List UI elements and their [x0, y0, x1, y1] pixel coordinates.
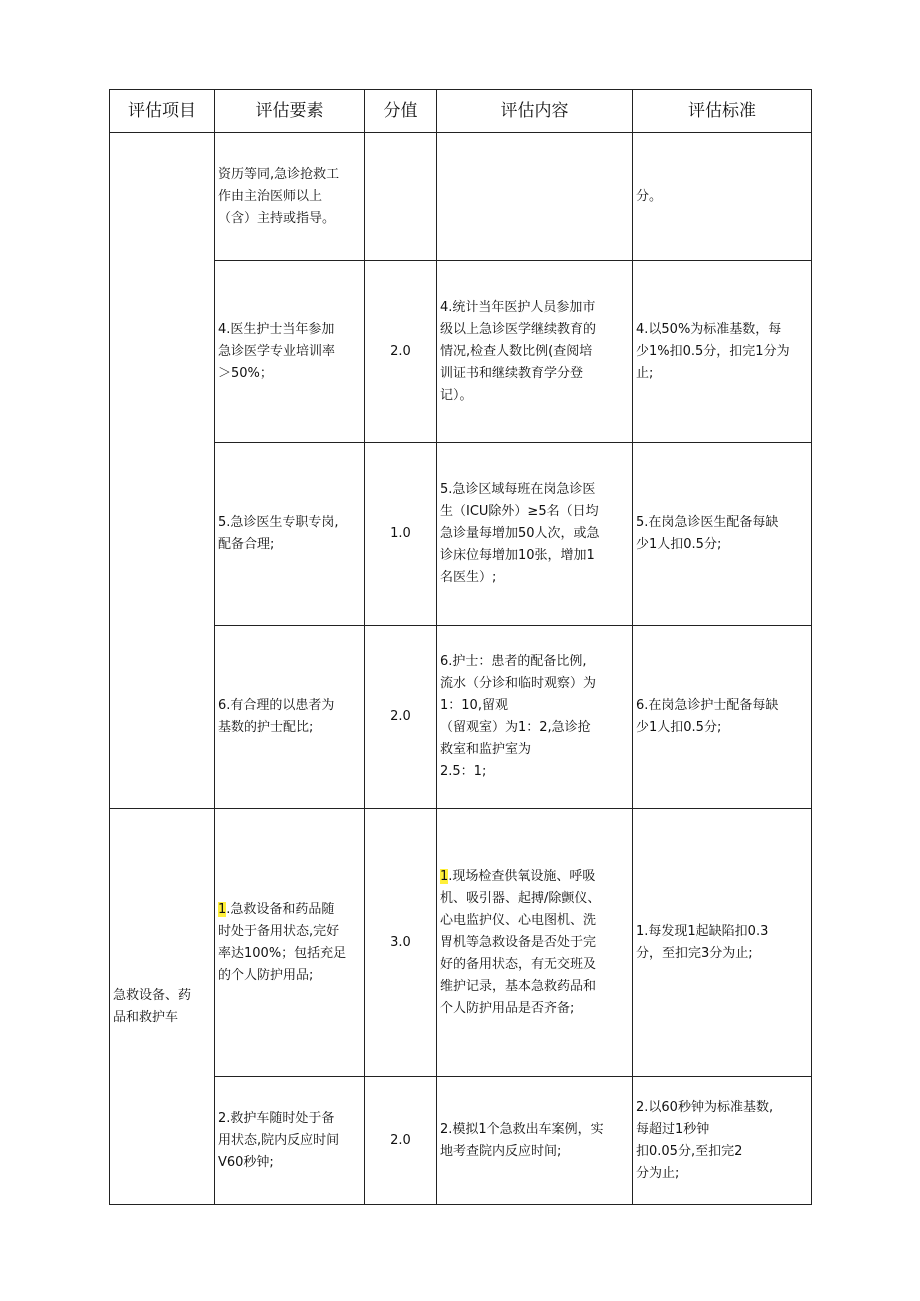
- header-element: 评估要素: [215, 90, 365, 133]
- table-row: [110, 626, 812, 809]
- score-cell: 2.0: [365, 626, 437, 809]
- table-row: [110, 1077, 812, 1205]
- header-item: 评估项目: [110, 90, 215, 133]
- table-row: [110, 133, 812, 261]
- content-cell: 6.护士：患者的配备比例, 流水（分诊和临时观察）为 1：10,留观 （留观室）为1：2,急诊抢 救室和监护室为 2.5：1;: [437, 626, 633, 809]
- content-cell: 2.模拟1个急救出车案例，实 地考查院内反应时间;: [437, 1077, 633, 1205]
- element-cell: 5.急诊医生专职专岗, 配备合理;: [215, 443, 365, 626]
- highlight-mark: 1: [218, 901, 227, 917]
- element-cell: 6.有合理的以患者为 基数的护士配比;: [215, 626, 365, 809]
- assessment-table: [109, 89, 812, 1205]
- score-cell: 1.0: [365, 443, 437, 626]
- header-content: 评估内容: [437, 90, 633, 133]
- element-cell: 资历等同,急诊抢救工 作由主治医师以上 （含）主持或指导。: [215, 133, 365, 261]
- highlight-mark: 1: [440, 868, 449, 884]
- table-row: [110, 261, 812, 443]
- table-row: [110, 443, 812, 626]
- score-cell: 2.0: [365, 1077, 437, 1205]
- standard-cell: 2.以60秒钟为标准基数, 每超过1秒钟 扣0.05分,至扣完2 分为止;: [633, 1077, 812, 1205]
- score-cell: [365, 133, 437, 261]
- standard-cell: 4.以50%为标准基数，每 少1%扣0.5分，扣完1分为 止;: [633, 261, 812, 443]
- header-row: [110, 90, 812, 133]
- header-score: 分值: [365, 90, 437, 133]
- content-cell: 5.急诊区域每班在岗急诊医 生（ICU除外）≥5名（日均 急诊量每增加50人次，或急 诊床位每增加10张，增加1 名医生）;: [437, 443, 633, 626]
- element-cell: 4.医生护士当年参加 急诊医学专业培训率 ＞50%；: [215, 261, 365, 443]
- standard-cell: 5.在岗急诊医生配备每缺 少1人扣0.5分;: [633, 443, 812, 626]
- content-cell: [437, 133, 633, 261]
- standard-cell: 6.在岗急诊护士配备每缺 少1人扣0.5分;: [633, 626, 812, 809]
- item-cell: [110, 133, 215, 809]
- content-cell: 4.统计当年医护人员参加市 级以上急诊医学继续教育的 情况,检查人数比例(查阅培 训证书和继续教育学分登 记）。: [437, 261, 633, 443]
- score-cell: 3.0: [365, 809, 437, 1077]
- element-cell: 2.救护车随时处于备 用状态,院内反应时间 V60秒钟;: [215, 1077, 365, 1205]
- element-cell: 1.急救设备和药品随 时处于备用状态,完好 率达100%；包括充足 的个人防护用品;: [215, 809, 365, 1077]
- header-standard: 评估标准: [633, 90, 812, 133]
- score-cell: 2.0: [365, 261, 437, 443]
- standard-cell: 1.每发现1起缺陷扣0.3 分，至扣完3分为止;: [633, 809, 812, 1077]
- table-row: [110, 809, 812, 1077]
- content-cell: 1.现场检查供氧设施、呼吸 机、吸引器、起搏/除颤仪、 心电监护仪、心电图机、洗 胃机等急救设备是否处于完 好的备用状态，有无交班及 维护记录，基本急救药品和 个人防护用品是否齐备;: [437, 809, 633, 1077]
- standard-cell: 分。: [633, 133, 812, 261]
- item-cell: 急救设备、药 品和救护车: [110, 809, 215, 1205]
